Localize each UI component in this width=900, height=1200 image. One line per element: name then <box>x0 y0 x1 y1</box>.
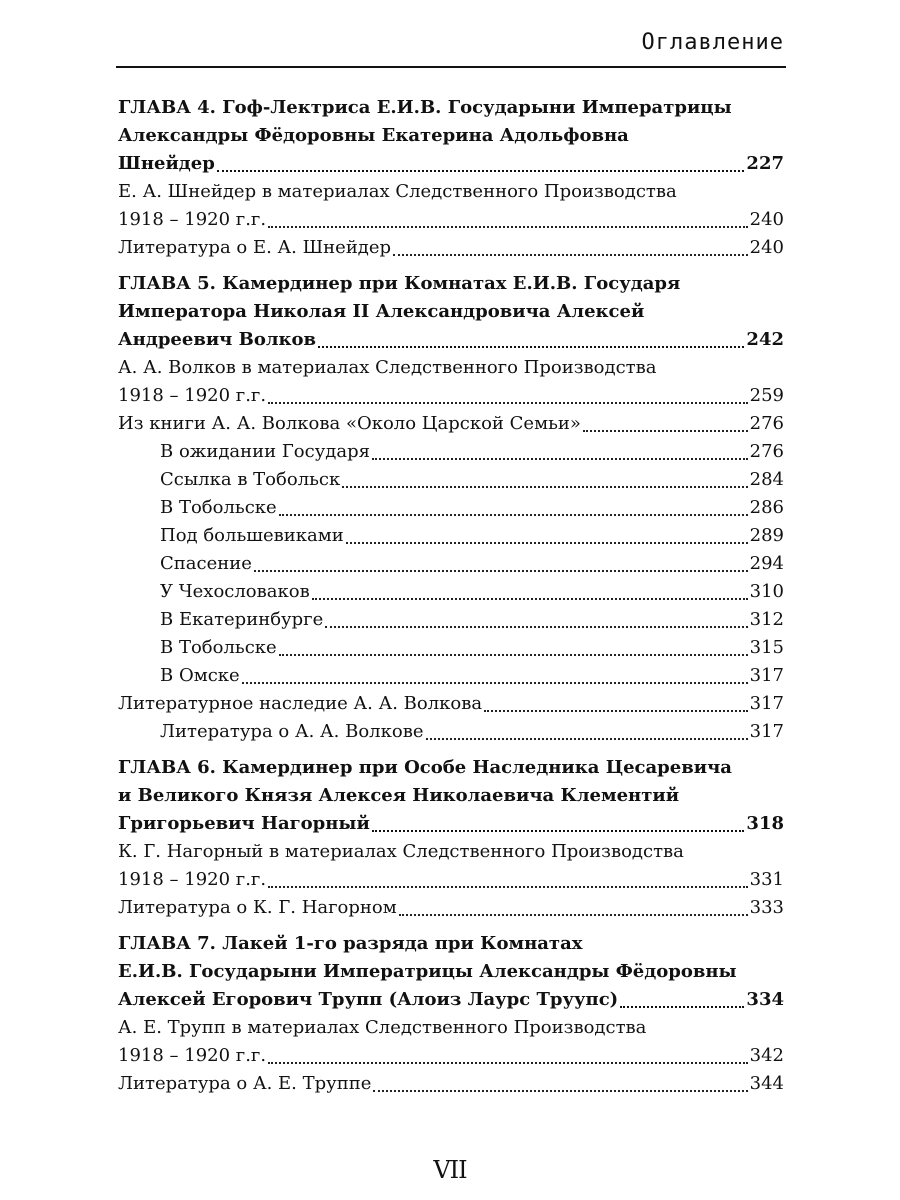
toc-subentry[interactable] <box>118 466 784 494</box>
chapter-title[interactable] <box>118 754 784 838</box>
chapter-title-last-line <box>118 326 784 354</box>
page-number: VII <box>433 1156 467 1184</box>
entry-text: Литература о А. А. Волкове <box>160 721 424 742</box>
entry-text: Литература о К. Г. Нагорном <box>118 897 397 918</box>
entry-row <box>118 234 784 262</box>
entry-text: В ожидании Государя <box>160 441 370 462</box>
toc-subentry[interactable] <box>118 522 784 550</box>
dot-leader <box>342 486 747 488</box>
entry-row <box>160 550 784 578</box>
dot-leader <box>399 914 748 916</box>
toc-entry[interactable] <box>118 1014 784 1070</box>
chapter-page-number: 334 <box>746 989 784 1010</box>
entry-page-number: 342 <box>749 1045 784 1066</box>
toc-chapter <box>118 754 784 922</box>
entry-text: Спасение <box>160 553 252 574</box>
dot-leader <box>346 542 748 544</box>
dot-leader <box>254 570 748 572</box>
toc-chapter <box>118 270 784 746</box>
toc-subentry[interactable] <box>118 634 784 662</box>
toc-subentry[interactable] <box>118 578 784 606</box>
entry-text: 1918 – 1920 г.г. <box>118 1045 267 1066</box>
toc-chapter <box>118 94 784 262</box>
entry-page-number: 240 <box>749 209 784 230</box>
entry-lead-line: К. Г. Нагорный в материалах Следственного Производства <box>118 841 684 862</box>
entry-row <box>160 438 784 466</box>
toc-chapter <box>118 930 784 1098</box>
dot-leader <box>318 346 744 348</box>
dot-leader <box>325 626 747 628</box>
entry-row <box>118 206 784 234</box>
dot-leader <box>393 254 748 256</box>
dot-leader <box>217 170 745 172</box>
chapter-title-line: ГЛАВА 5. Камердинер при Комнатах Е.И.В. Государя <box>118 273 681 294</box>
toc-subentry[interactable] <box>118 662 784 690</box>
entry-page-number: 286 <box>749 497 784 518</box>
entry-text: Литература о А. Е. Труппе <box>118 1073 372 1094</box>
chapter-title-line: и Великого Князя Алексея Николаевича Клементий <box>118 785 680 806</box>
entry-row <box>118 382 784 410</box>
toc-entry[interactable] <box>118 234 784 262</box>
entry-text: 1918 – 1920 г.г. <box>118 385 267 406</box>
chapter-title[interactable] <box>118 94 784 178</box>
chapter-page-number: 227 <box>746 153 784 174</box>
entry-page-number: 317 <box>749 693 784 714</box>
entry-row <box>160 494 784 522</box>
toc-subentry[interactable] <box>118 494 784 522</box>
entry-row <box>160 578 784 606</box>
chapter-title-line: ГЛАВА 6. Камердинер при Особе Наследника Цесаревича <box>118 757 732 778</box>
entry-text: Под большевиками <box>160 525 344 546</box>
entry-lead-line: А. Е. Трупп в материалах Следственного Производства <box>118 1017 647 1038</box>
dot-leader <box>242 682 748 684</box>
entry-text: 1918 – 1920 г.г. <box>118 869 267 890</box>
toc-subentry[interactable] <box>118 550 784 578</box>
entry-row <box>160 634 784 662</box>
toc-entry[interactable] <box>118 838 784 894</box>
chapter-title-tail: Андреевич Волков <box>118 329 317 350</box>
entry-page-number: 289 <box>749 525 784 546</box>
toc-entry[interactable] <box>118 894 784 922</box>
chapter-title-line: ГЛАВА 4. Гоф-Лектриса Е.И.В. Государыни Императрицы <box>118 97 732 118</box>
dot-leader <box>279 654 748 656</box>
dot-leader <box>583 430 748 432</box>
entry-page-number: 276 <box>749 441 784 462</box>
dot-leader <box>484 710 748 712</box>
entry-row <box>118 690 784 718</box>
toc-entry[interactable] <box>118 690 784 718</box>
toc-subentry[interactable] <box>118 718 784 746</box>
entry-text: В Тобольске <box>160 637 277 658</box>
dot-leader <box>372 830 745 832</box>
entry-page-number: 317 <box>749 721 784 742</box>
chapter-title-last-line <box>118 150 784 178</box>
dot-leader <box>268 886 748 888</box>
chapter-title-line: ГЛАВА 7. Лакей 1-го разряда при Комнатах <box>118 933 583 954</box>
entry-page-number: 344 <box>749 1073 784 1094</box>
entry-lead-line: А. А. Волков в материалах Следственного Производства <box>118 357 657 378</box>
entry-text: В Тобольске <box>160 497 277 518</box>
chapter-title[interactable] <box>118 270 784 354</box>
entry-text: Из книги А. А. Волкова «Около Царской Семьи» <box>118 413 581 434</box>
entry-page-number: 310 <box>749 581 784 602</box>
toc-subentry[interactable] <box>118 606 784 634</box>
chapter-title-tail: Алексей Егорович Трупп (Алоиз Лаурс Труупс) <box>118 989 619 1010</box>
chapter-title-line: Е.И.В. Государыни Императрицы Александры Фёдоровны <box>118 961 737 982</box>
entry-page-number: 333 <box>749 897 784 918</box>
chapter-title-tail: Григорьевич Нагорный <box>118 813 370 834</box>
toc-entry[interactable] <box>118 1070 784 1098</box>
entry-row <box>118 1070 784 1098</box>
toc-subentry[interactable] <box>118 438 784 466</box>
entry-row <box>118 894 784 922</box>
entry-lead-line: Е. А. Шнейдер в материалах Следственного Производства <box>118 181 677 202</box>
entry-page-number: 259 <box>749 385 784 406</box>
entry-text: 1918 – 1920 г.г. <box>118 209 267 230</box>
header-rule <box>116 66 786 68</box>
dot-leader <box>426 738 748 740</box>
entry-row <box>118 410 784 438</box>
toc-entry[interactable] <box>118 410 784 438</box>
toc-entry[interactable] <box>118 178 784 234</box>
entry-page-number: 312 <box>749 609 784 630</box>
dot-leader <box>620 1006 744 1008</box>
dot-leader <box>279 514 748 516</box>
chapter-title-last-line <box>118 986 784 1014</box>
entry-row <box>118 1042 784 1070</box>
chapter-title-line: Императора Николая II Александровича Алексей <box>118 301 645 322</box>
chapter-page-number: 318 <box>746 813 784 834</box>
table-of-contents <box>118 94 784 1106</box>
chapter-title-line: Александры Фёдоровны Екатерина Адольфовна <box>118 125 629 146</box>
entry-text: В Омске <box>160 665 240 686</box>
entry-page-number: 284 <box>749 469 784 490</box>
chapter-title[interactable] <box>118 930 784 1014</box>
entry-text: У Чехословаков <box>160 581 310 602</box>
dot-leader <box>312 598 748 600</box>
entry-page-number: 276 <box>749 413 784 434</box>
entry-text: Ссылка в Тобольск <box>160 469 341 490</box>
entry-page-number: 240 <box>749 237 784 258</box>
entry-row <box>160 662 784 690</box>
entry-text: Литература о Е. А. Шнейдер <box>118 237 392 258</box>
entry-row <box>160 718 784 746</box>
entry-row <box>160 606 784 634</box>
entry-row <box>160 466 784 494</box>
entry-text: В Екатеринбурге <box>160 609 324 630</box>
dot-leader <box>268 226 748 228</box>
toc-entry[interactable] <box>118 354 784 410</box>
entry-text: Литературное наследие А. А. Волкова <box>118 693 483 714</box>
chapter-page-number: 242 <box>746 329 784 350</box>
dot-leader <box>268 402 748 404</box>
chapter-title-tail: Шнейдер <box>118 153 215 174</box>
entry-row <box>118 866 784 894</box>
chapter-title-last-line <box>118 810 784 838</box>
entry-row <box>160 522 784 550</box>
dot-leader <box>268 1062 748 1064</box>
entry-page-number: 317 <box>749 665 784 686</box>
entry-page-number: 315 <box>749 637 784 658</box>
running-head: Оглавление <box>641 30 784 55</box>
entry-page-number: 294 <box>749 553 784 574</box>
dot-leader <box>373 1090 747 1092</box>
dot-leader <box>372 458 748 460</box>
entry-page-number: 331 <box>749 869 784 890</box>
